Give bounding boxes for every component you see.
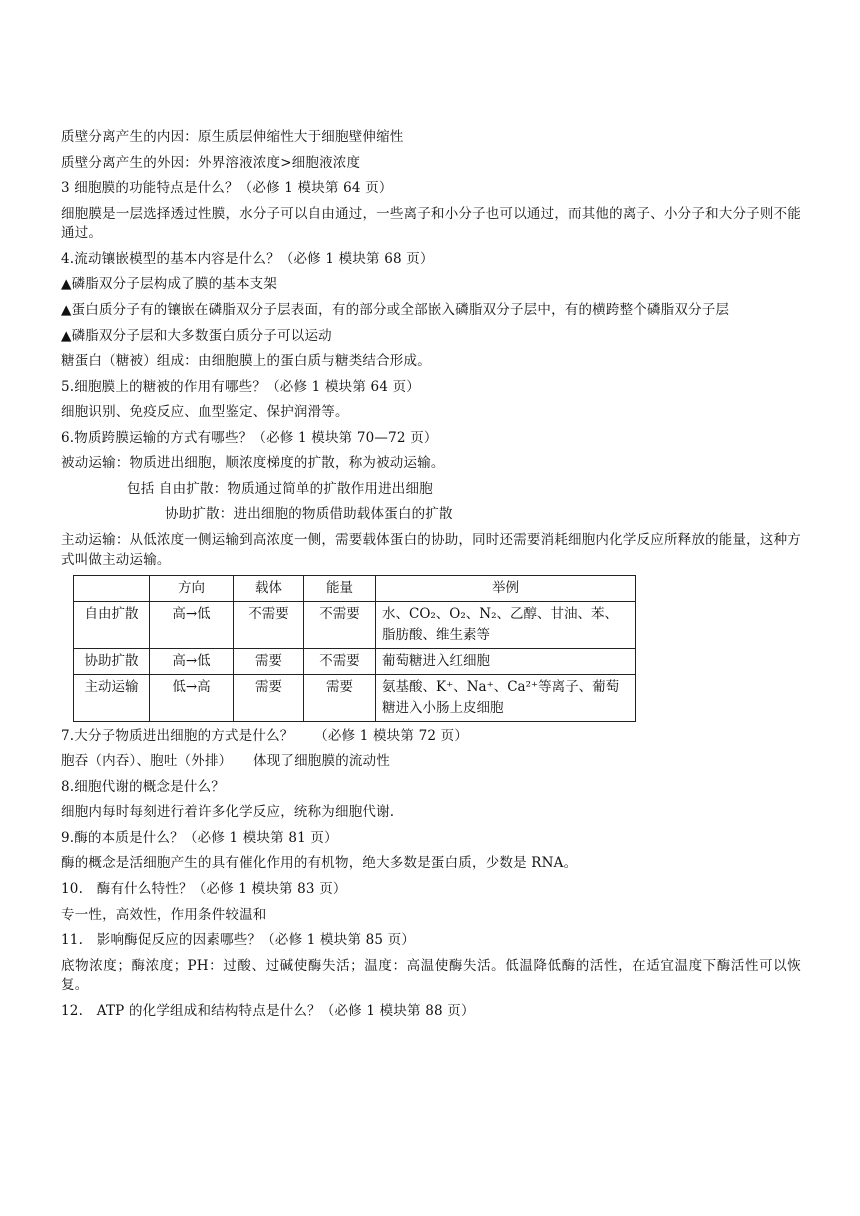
answer-paragraph: 细胞膜是一层选择透过性膜，水分子可以自由通过，一些离子和小分子也可以通过，而其他的离子、小分子和大分子则不能通过。 (61, 205, 801, 242)
answer-paragraph: 细胞识别、免疫反应、血型鉴定、保护润滑等。 (61, 404, 349, 421)
answer-paragraph: 专一性，高效性，作用条件较温和 (61, 906, 267, 923)
table-cell: 不需要 (234, 602, 304, 649)
question-heading: 4.流动镶嵌模型的基本内容是什么？（必修 1 模块第 68 页） (61, 250, 434, 267)
table-cell: 氨基酸、K⁺、Na⁺、Ca²⁺等离子、葡萄糖进入小肠上皮细胞 (376, 674, 636, 721)
question-heading: 5.细胞膜上的糖被的作用有哪些？（必修 1 模块第 64 页） (61, 378, 421, 395)
question-heading: 3 细胞膜的功能特点是什么？（必修 1 模块第 64 页） (61, 180, 393, 197)
table-cell: 需要 (234, 648, 304, 674)
passive-facilitated-diffusion: 协助扩散：进出细胞的物质借助载体蛋白的扩散 (165, 506, 453, 523)
answer-paragraph: 底物浓度；酶浓度；PH：过酸、过碱使酶失活；温度：高温使酶失活。低温降低酶的活性，在适宜温度下酶活性可以恢复。 (61, 957, 801, 994)
text-line: 质壁分离产生的内因：原生质层伸缩性大于细胞壁伸缩性 (61, 129, 404, 145)
table-cell: 水、CO₂、O₂、N₂、乙醇、甘油、苯、脂肪酸、维生素等 (376, 602, 636, 649)
table-row (74, 602, 636, 649)
table-cell: 自由扩散 (74, 602, 150, 649)
question-heading: 12. ATP 的化学组成和结构特点是什么？（必修 1 模块第 88 页） (61, 1002, 475, 1019)
document-body (61, 125, 801, 1024)
answer-paragraph: 酶的概念是活细胞产生的具有催化作用的有机物，绝大多数是蛋白质，少数是 RNA。 (61, 855, 578, 872)
question-heading: 10. 酶有什么特性？（必修 1 模块第 83 页） (61, 881, 347, 898)
question-heading: 7.大分子物质进出细胞的方式是什么？ （必修 1 模块第 72 页） (61, 727, 469, 744)
bullet-item: ▲磷脂双分子层构成了膜的基本支架 (61, 276, 278, 293)
transport-comparison-table (73, 575, 636, 722)
table-cell: 不需要 (304, 648, 376, 674)
table-cell: 高→低 (150, 602, 234, 649)
table-cell: 协助扩散 (74, 648, 150, 674)
bullet-item: ▲磷脂双分子层和大多数蛋白质分子可以运动 (61, 327, 332, 344)
table-header-cell: 能量 (304, 576, 376, 602)
table-header-cell: 方向 (150, 576, 234, 602)
question-heading: 6.物质跨膜运输的方式有哪些？（必修 1 模块第 70—72 页） (61, 429, 438, 446)
table-cell: 主动运输 (74, 674, 150, 721)
question-heading: 9.酶的本质是什么？（必修 1 模块第 81 页） (61, 829, 338, 846)
active-transport-paragraph: 主动运输：从低浓度一侧运输到高浓度一侧，需要载体蛋白的协助，同时还需要消耗细胞内化学反应所释放的能量，这种方式叫做主动运输。 (61, 532, 801, 568)
table-cell: 葡萄糖进入红细胞 (376, 648, 636, 674)
table-cell: 不需要 (304, 602, 376, 649)
table-cell: 高→低 (150, 648, 234, 674)
passive-free-diffusion: 包括 自由扩散：物质通过简单的扩散作用进出细胞 (127, 480, 433, 497)
table-header-cell (74, 576, 150, 602)
question-heading: 8.细胞代谢的概念是什么？ (61, 778, 225, 795)
answer-paragraph: 细胞内每时每刻进行着许多化学反应，统称为细胞代谢. (61, 804, 395, 821)
bullet-item: ▲蛋白质分子有的镶嵌在磷脂双分子层表面，有的部分或全部嵌入磷脂双分子层中，有的横跨整个磷脂双分子层 (61, 301, 730, 318)
table-cell: 低→高 (150, 674, 234, 721)
table-cell: 需要 (234, 674, 304, 721)
table-row (74, 674, 636, 721)
answer-paragraph: 被动运输：物质进出细胞，顺浓度梯度的扩散，称为被动运输。 (61, 455, 445, 472)
answer-paragraph: 胞吞（内吞）、胞吐（外排） 体现了细胞膜的流动性 (61, 753, 390, 770)
text-line: 质壁分离产生的外因：外界溶液浓度>细胞液浓度 (61, 154, 361, 171)
table-header-cell: 举例 (376, 576, 636, 602)
table-cell: 需要 (304, 674, 376, 721)
question-heading: 11. 影响酶促反应的因素哪些？（必修 1 模块第 85 页） (61, 932, 416, 949)
text-line: 糖蛋白（糖被）组成：由细胞膜上的蛋白质与糖类结合形成。 (61, 353, 431, 370)
table-row (74, 648, 636, 674)
table-header-row (74, 576, 636, 602)
table-header-cell: 载体 (234, 576, 304, 602)
